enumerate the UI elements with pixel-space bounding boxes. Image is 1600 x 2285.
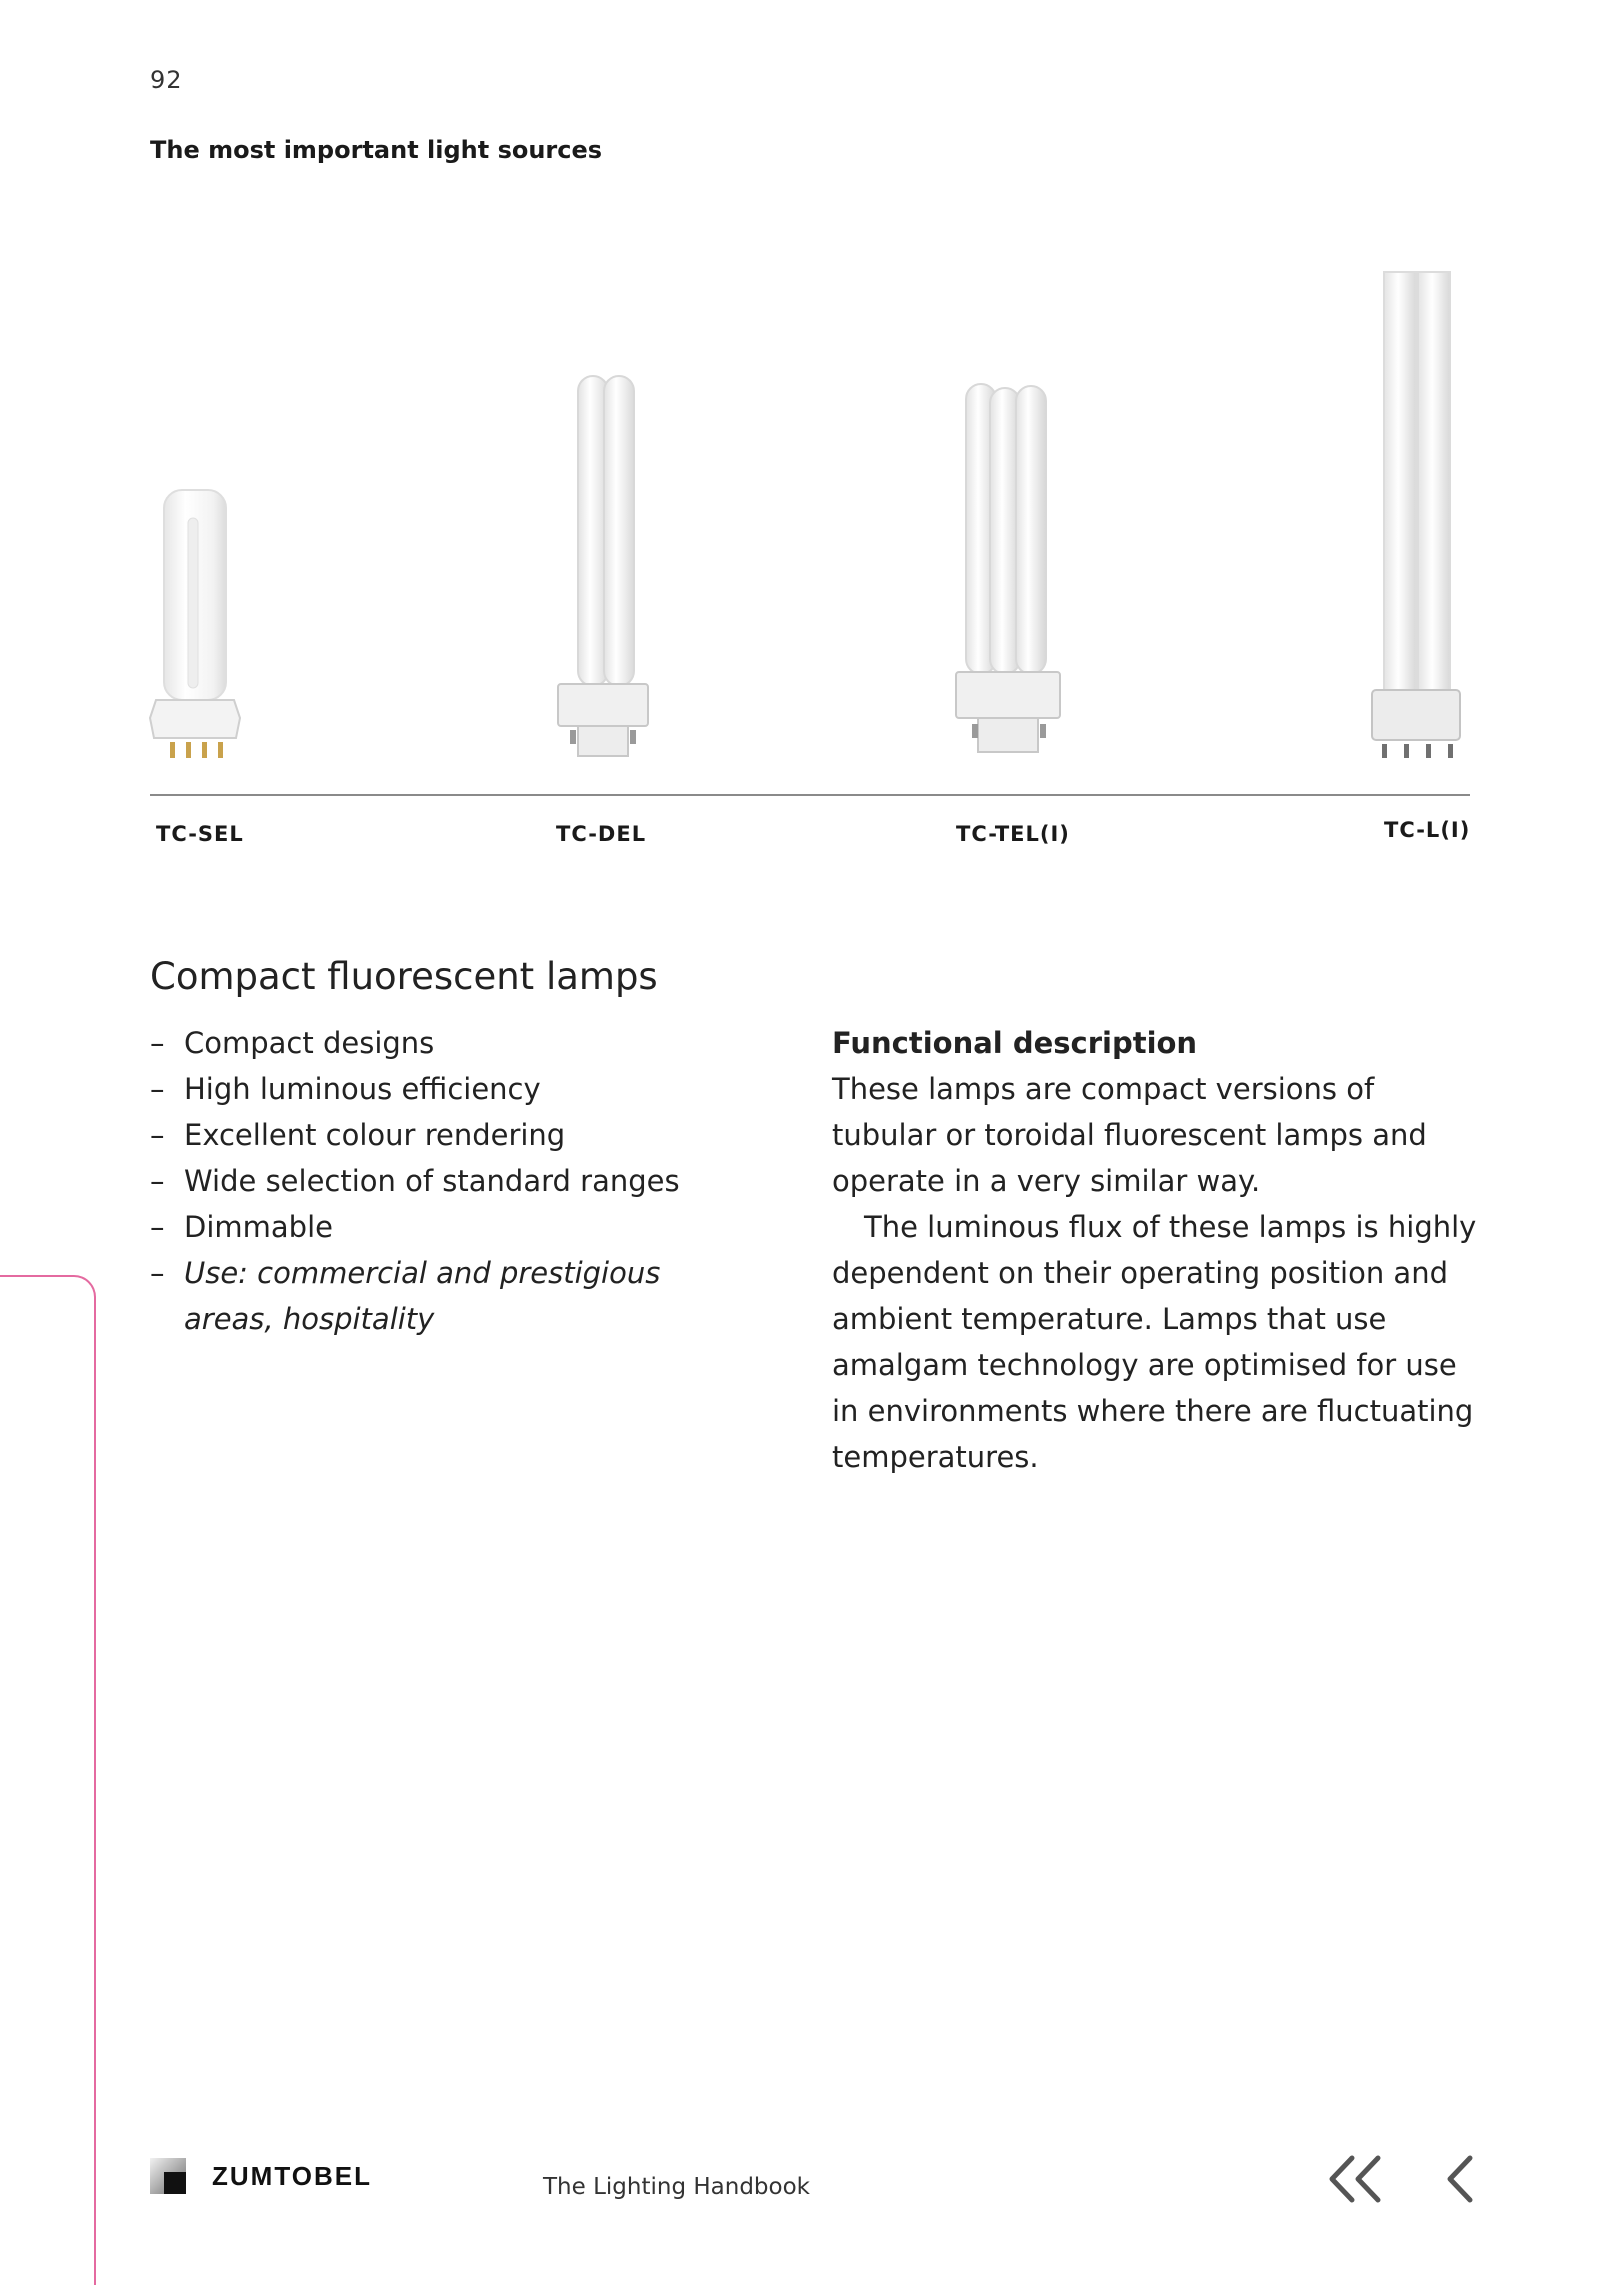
list-item-text: Compact designs (184, 1026, 435, 1060)
functional-paragraph-1: These lamps are compact versions of tubular or toroidal fluorescent lamps and operate in a very similar way. (832, 1072, 1427, 1198)
chevron-left-icon (1440, 2152, 1480, 2206)
divider-rule (150, 794, 1470, 796)
functional-title: Functional description (832, 1026, 1198, 1060)
list-item-text: Excellent colour rendering (184, 1118, 566, 1152)
list-item (150, 1112, 750, 1158)
list-dash: – (150, 1026, 165, 1060)
margin-accent-line (0, 1275, 96, 2285)
section-title: The most important light sources (150, 136, 603, 164)
list-item (150, 1204, 750, 1250)
lamp-tc-del-icon (554, 374, 654, 774)
list-item (150, 1250, 750, 1342)
list-item-text: Use: commercial and prestigious areas, hospitality (184, 1256, 661, 1336)
lamp-tc-tel-icon (954, 382, 1064, 776)
lamp-label-tc-sel: TC-SEL (156, 822, 244, 846)
first-page-button[interactable] (1324, 2152, 1386, 2206)
list-item-text: Wide selection of standard ranges (184, 1164, 680, 1198)
list-dash: – (150, 1256, 165, 1290)
feature-list (150, 1020, 750, 1342)
list-item (150, 1020, 750, 1066)
lamp-label-tc-l: TC-L(I) (1384, 818, 1471, 842)
list-item (150, 1158, 750, 1204)
lamp-label-tc-del: TC-DEL (556, 822, 647, 846)
list-item (150, 1066, 750, 1112)
double-chevron-left-icon (1324, 2152, 1386, 2206)
list-dash: – (150, 1072, 165, 1106)
previous-page-button[interactable] (1440, 2152, 1480, 2206)
lamp-label-tc-tel: TC-TEL(I) (956, 822, 1070, 846)
page-heading: Compact fluorescent lamps (150, 954, 658, 998)
brand-name: ZUMTOBEL (212, 2160, 372, 2191)
functional-paragraph-2: The luminous flux of these lamps is highly dependent on their operating position and ambient temperature. Lamps that use amalgam technology are optimised for use in environments where there are fluctuating temperatures. (832, 1210, 1477, 1474)
list-dash: – (150, 1164, 165, 1198)
lamp-tc-l-icon (1368, 270, 1464, 770)
functional-description (832, 1020, 1482, 1480)
lamp-tc-sel-icon (144, 488, 244, 776)
handbook-title: The Lighting Handbook (543, 2174, 810, 2200)
list-dash: – (150, 1210, 165, 1244)
list-item-text: High luminous efficiency (184, 1072, 541, 1106)
list-dash: – (150, 1118, 165, 1152)
zumtobel-logo (150, 2158, 372, 2194)
list-item-text: Dimmable (184, 1210, 333, 1244)
page-number: 92 (150, 66, 183, 94)
zumtobel-logo-mark-icon (150, 2158, 186, 2194)
